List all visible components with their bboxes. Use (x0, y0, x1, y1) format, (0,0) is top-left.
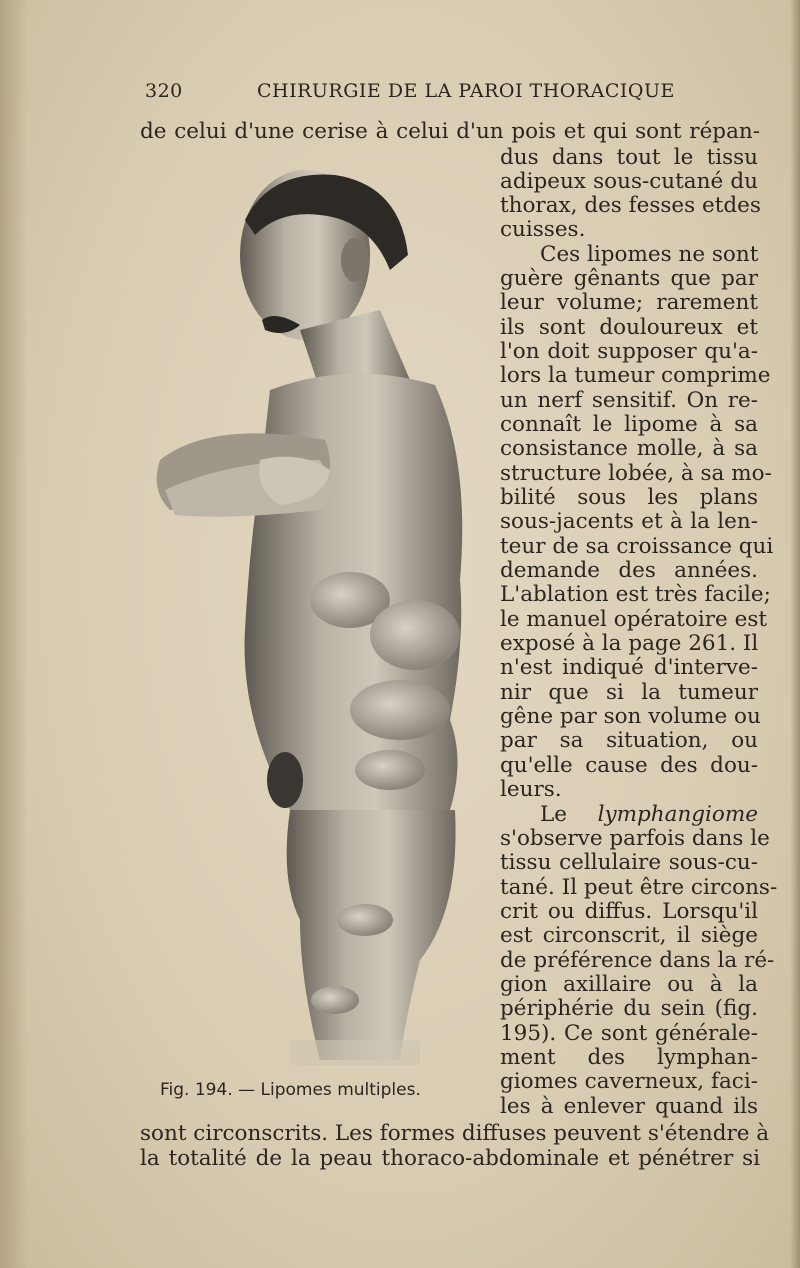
text-fragment: Le (540, 802, 598, 827)
column-line: ils sont douloureux et (500, 315, 758, 340)
column-line: lors la tumeur comprime (500, 363, 771, 388)
column-line: qu'elle cause des dou- (500, 753, 758, 778)
running-header (145, 80, 760, 110)
column-line: consistance molle, à sa (500, 436, 758, 461)
column-line: de préférence dans la ré- (500, 948, 775, 973)
column-line: L'ablation est très facile; (500, 582, 771, 607)
column-line: crit ou diffus. Lorsqu'il (500, 899, 758, 924)
column-line: périphérie du sein (fig. (500, 996, 758, 1021)
column-line: giomes caverneux, faci- (500, 1069, 758, 1094)
column-line: gêne par son volume ou (500, 704, 761, 729)
figure-caption: Fig. 194. — Lipomes multiples. (160, 1080, 421, 1100)
column-line: demande des années. (500, 558, 758, 583)
column-line: par sa situation, ou (500, 728, 758, 753)
column-line: thorax, des fesses etdes (500, 193, 761, 218)
column-line: teur de sa croissance qui (500, 534, 774, 559)
lymph-paragraph-start (500, 803, 758, 827)
column-line: adipeux sous-cutané du (500, 169, 758, 194)
column-line: 195). Ce sont générale- (500, 1021, 758, 1046)
column-line: structure lobée, à sa mo- (500, 461, 772, 486)
column-line: leur volume; rarement (500, 290, 758, 315)
column-line: dus dans tout le tissu (500, 145, 758, 170)
text-fragment: pois et qui sont répan- (511, 119, 760, 144)
column-line: bilité sous les plans (500, 485, 758, 510)
column-line: sous-jacents et à la len- (500, 509, 758, 534)
gutter-shadow (0, 0, 28, 1268)
column-line: les à enlever quand ils (500, 1094, 758, 1119)
column-line: guère gênants que par (500, 266, 758, 291)
column-line: tissu cellulaire sous-cu- (500, 850, 758, 875)
column-line: l'on doit supposer qu'a- (500, 339, 758, 364)
column-line: un nerf sensitif. On re- (500, 388, 758, 413)
text-line-top (140, 120, 760, 144)
page-number: 320 (145, 80, 183, 102)
column-line: s'observe parfois dans le (500, 826, 770, 851)
column-line: exposé à la page 261. Il (500, 631, 759, 656)
column-line: Ces lipomes ne sont (540, 242, 759, 267)
column-line: n'est indiqué d'interve- (500, 655, 758, 680)
text-fragment: de celui d'une cerise à celui d'un (140, 119, 512, 144)
page-edge (790, 0, 800, 1268)
running-title: CHIRURGIE DE LA PAROI THORACIQUE (257, 80, 675, 102)
text-line-bottom: la totalité de la peau thoraco-abdominale et pénétrer si (140, 1146, 760, 1171)
italic-term: lymphangiome (597, 802, 758, 827)
column-line: tané. Il peut être circons- (500, 875, 778, 900)
column-line: gion axillaire ou à la (500, 972, 758, 997)
column-line: connaît le lipome à sa (500, 412, 758, 437)
column-line: ment des lymphan- (500, 1045, 758, 1070)
text-line-bottom: sont circonscrits. Les formes diffuses peuvent s'étendre à (140, 1121, 770, 1146)
column-line: le manuel opératoire est (500, 607, 767, 632)
column-line: leurs. (500, 777, 562, 802)
column-line: nir que si la tumeur (500, 680, 758, 705)
figure-photograph (150, 160, 480, 1065)
column-line: est circonscrit, il siège (500, 923, 758, 948)
column-line: cuisses. (500, 217, 586, 242)
standing-man-profile-icon (150, 160, 480, 1065)
